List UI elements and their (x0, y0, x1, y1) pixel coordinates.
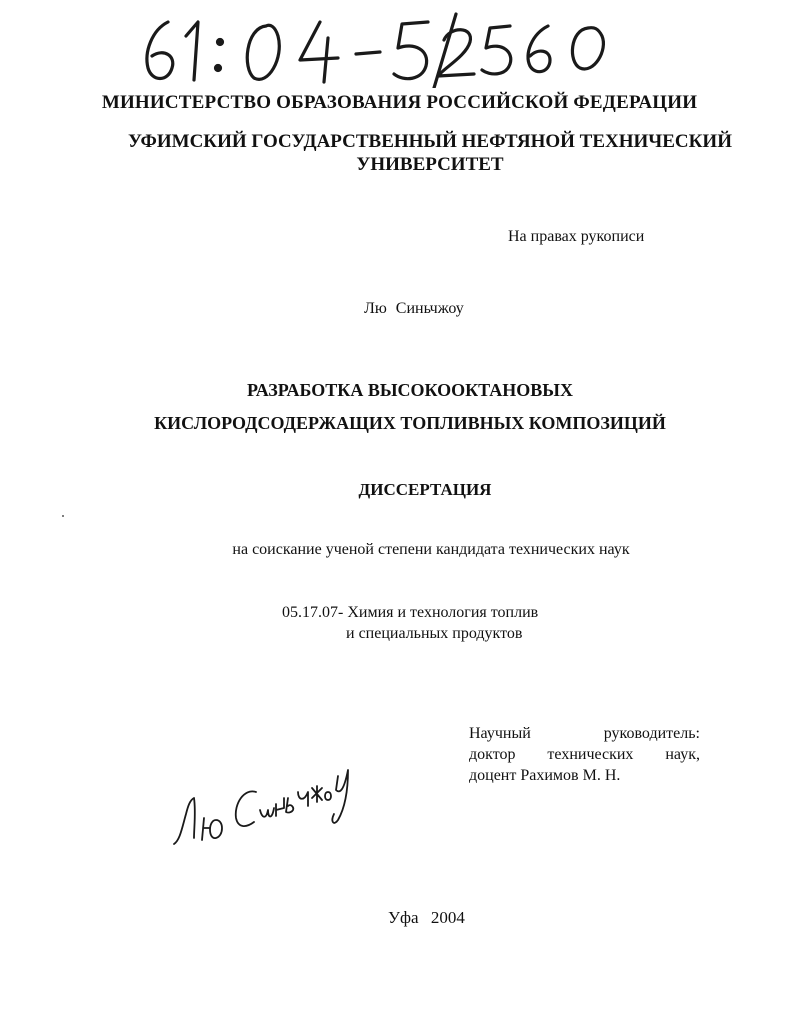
place-and-year: Уфа 2004 (388, 908, 465, 927)
scientific-supervisor (469, 723, 700, 786)
scan-speck (62, 515, 64, 517)
title-line-2: КИСЛОРОДСОДЕРЖАЩИХ ТОПЛИВНЫХ КОМПОЗИЦИЙ (154, 413, 666, 433)
specialty-code (282, 602, 538, 644)
handwritten-catalog-number (138, 8, 658, 88)
manuscript-rights-note: На правах рукописи (508, 228, 645, 245)
supervisor-line-2: доктор технических наук, (469, 746, 700, 763)
author-name: Лю Синьчжоу (364, 300, 464, 317)
degree-statement: на соискание ученой степени кандидата технических наук (232, 541, 630, 558)
supervisor-line-3: доцент Рахимов М. Н. (469, 767, 621, 784)
specialty-line-2: и специальных продуктов (346, 625, 523, 642)
dissertation-title (100, 374, 720, 440)
university-heading (120, 130, 740, 176)
supervisor-line-1: Научный руководитель: (469, 725, 700, 742)
title-line-1: РАЗРАБОТКА ВЫСОКООКТАНОВЫХ (247, 380, 573, 400)
university-line-2: УНИВЕРСИТЕТ (356, 154, 504, 175)
work-type-heading: ДИССЕРТАЦИЯ (358, 480, 492, 499)
author-signature (168, 748, 378, 858)
specialty-line-1: 05.17.07- Химия и технология топлив (282, 604, 539, 621)
ministry-heading: МИНИСТЕРСТВО ОБРАЗОВАНИЯ РОССИЙСКОЙ ФЕДЕРАЦИИ (101, 92, 698, 113)
university-line-1: УФИМСКИЙ ГОСУДАРСТВЕННЫЙ НЕФТЯНОЙ ТЕХНИЧЕСКИЙ (128, 131, 732, 152)
